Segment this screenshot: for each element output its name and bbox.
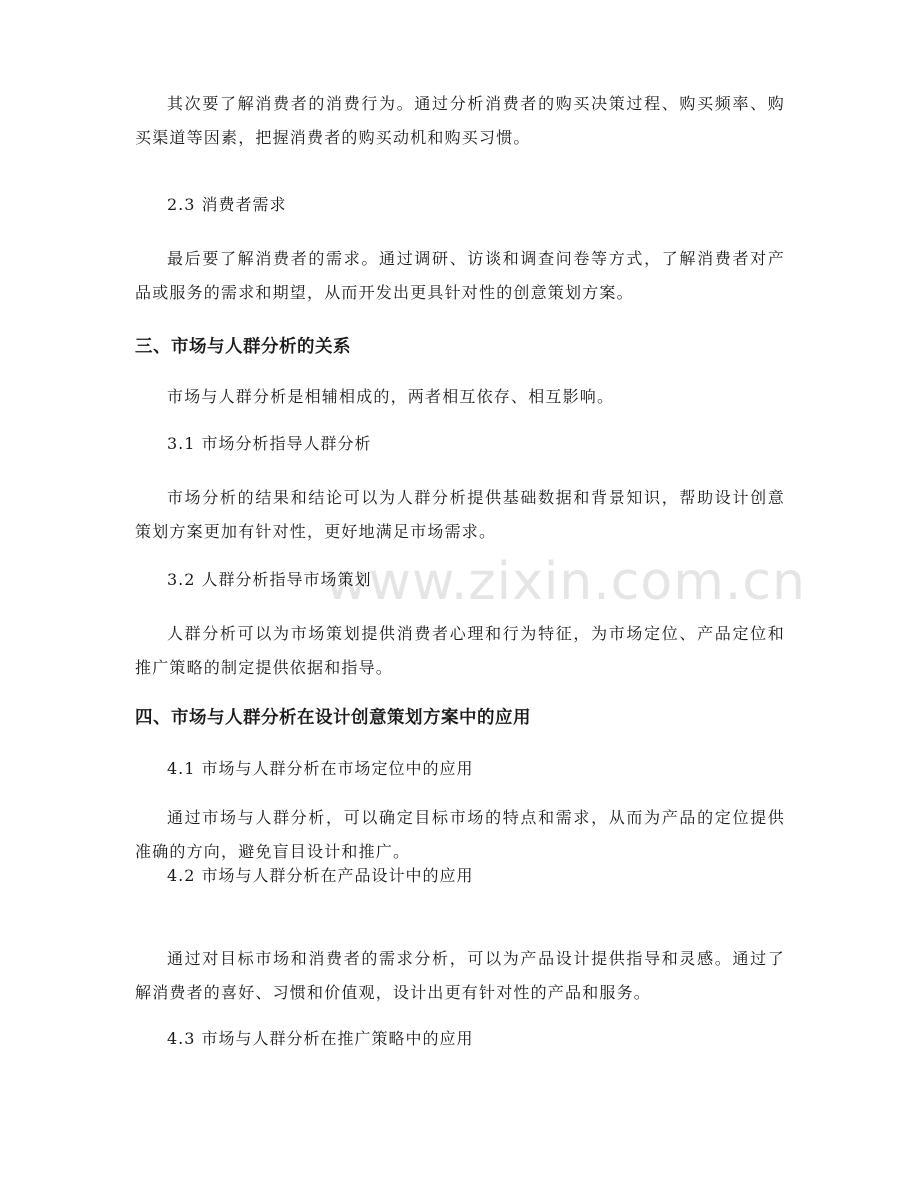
paragraph-market-guides-crowd: 市场分析的结果和结论可以为人群分析提供基础数据和背景知识，帮助设计创意策划方案更加有针对性，更好地满足市场需求。 — [135, 488, 785, 541]
section-heading-4: 四、市场与人群分析在设计创意策划方案中的应用 — [135, 708, 531, 728]
subheading-4-1: 4.1 市场与人群分析在市场定位中的应用 — [167, 759, 474, 778]
subheading-2-3: 2.3 消费者需求 — [167, 195, 287, 214]
paragraph-crowd-guides-market: 人群分析可以为市场策划提供消费者心理和行为特征，为市场定位、产品定位和推广策略的制定提供依据和指导。 — [135, 624, 785, 677]
subheading-3-2: 3.2 人群分析指导市场策划 — [167, 570, 372, 589]
subheading-4-3: 4.3 市场与人群分析在推广策略中的应用 — [167, 1029, 474, 1048]
subheading-3-1: 3.1 市场分析指导人群分析 — [167, 434, 372, 453]
paragraph-product-design: 通过对目标市场和消费者的需求分析，可以为产品设计提供指导和灵感。通过了解消费者的喜好、习惯和价值观，设计出更有针对性的产品和服务。 — [135, 949, 785, 1002]
watermark: www.zixin.com.cn — [325, 552, 806, 612]
paragraph-relationship: 市场与人群分析是相辅相成的，两者相互依存、相互影响。 — [167, 387, 615, 406]
paragraph-market-positioning: 通过市场与人群分析，可以确定目标市场的特点和需求，从而为产品的定位提供准确的方向，避免盲目设计和推广。 — [135, 808, 785, 861]
subheading-4-2: 4.2 市场与人群分析在产品设计中的应用 — [167, 866, 474, 885]
section-heading-3: 三、市场与人群分析的关系 — [135, 337, 351, 357]
paragraph-consumer-needs: 最后要了解消费者的需求。通过调研、访谈和调查问卷等方式，了解消费者对产品或服务的需求和期望，从而开发出更具针对性的创意策划方案。 — [135, 249, 785, 302]
paragraph-consumer-behavior: 其次要了解消费者的消费行为。通过分析消费者的购买决策过程、购买频率、购买渠道等因素，把握消费者的购买动机和购买习惯。 — [135, 94, 785, 147]
